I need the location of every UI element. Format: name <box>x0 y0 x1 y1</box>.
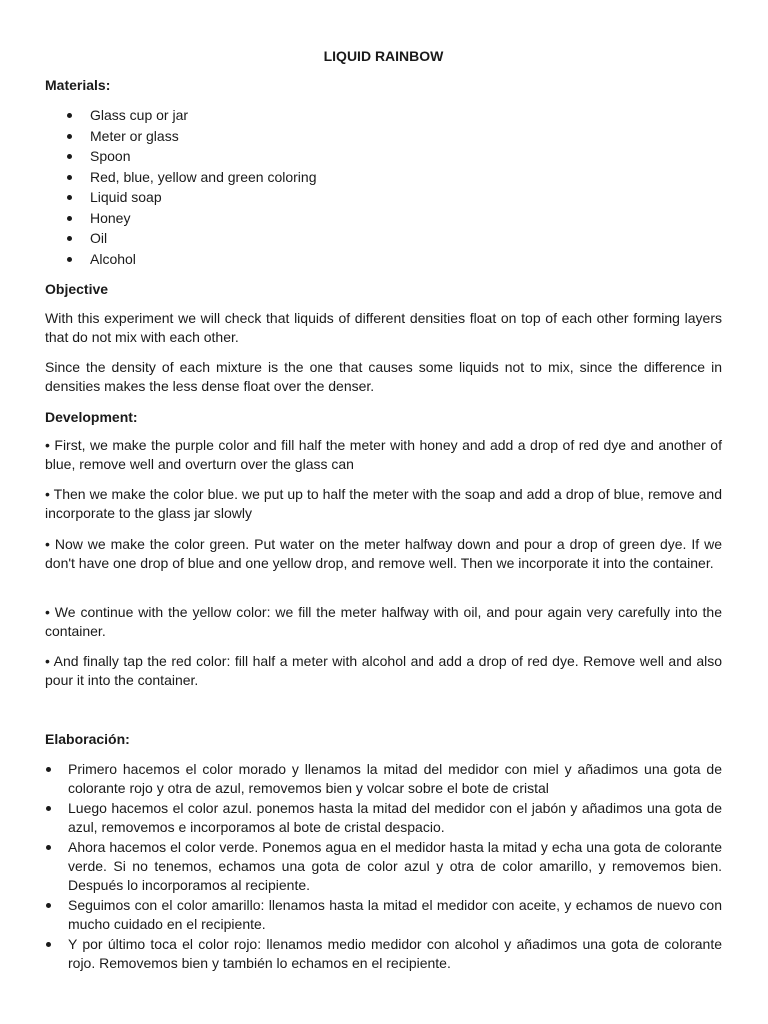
materials-item: Liquid soap <box>45 187 316 208</box>
materials-item: Glass cup or jar <box>45 105 316 126</box>
document-title: LIQUID RAINBOW <box>323 48 444 64</box>
development-step: • And finally tap the red color: fill half a meter with alcohol and add a drop of red dye. Remove well and also pour it into the container. <box>45 653 722 688</box>
development-step: • First, we make the purple color and fill half the meter with honey and add a drop of red dye and another of blue, remove well and overturn over the glass can <box>45 437 722 472</box>
materials-item: Honey <box>45 208 316 229</box>
materials-list <box>45 105 316 269</box>
materials-item: Spoon <box>45 146 316 167</box>
materials-item: Meter or glass <box>45 126 316 147</box>
elaboracion-item: Y por último toca el color rojo: llenamos medio medidor con alcohol y añadimos una gota de colorante rojo. Removemos bien y también lo echamos en el recipiente. <box>45 935 722 973</box>
development-step: • Now we make the color green. Put water on the meter halfway down and pour a drop of green dye. If we don't have one drop of blue and one yellow drop, and remove well. Then we incorporate it into the container. <box>45 536 722 571</box>
objective-paragraph: With this experiment we will check that liquids of different densities float on top of each other forming layers that do not mix with each other. <box>45 310 722 345</box>
elaboracion-item: Luego hacemos el color azul. ponemos hasta la mitad del medidor con el jabón y añadimos una gota de azul, removemos e incorporamos al bote de cristal despacio. <box>45 799 722 837</box>
development-step: • We continue with the yellow color: we fill the meter halfway with oil, and pour again very carefully into the container. <box>45 604 722 639</box>
objective-heading: Objective <box>45 281 109 297</box>
development-step: • Then we make the color blue. we put up to half the meter with the soap and add a drop of blue, remove and incorporate to the glass jar slowly <box>45 486 722 521</box>
elaboracion-item: Primero hacemos el color morado y llenamos la mitad del medidor con miel y añadimos una gota de colorante rojo y otra de azul, removemos bien y volcar sobre el bote de cristal <box>45 760 722 798</box>
materials-item: Oil <box>45 228 316 249</box>
elaboracion-item: Ahora hacemos el color verde. Ponemos agua en el medidor hasta la mitad y echa una gota de colorante verde. Si no tenemos, echamos una gota de color azul y otra de color amarillo, y removemos bien. Después lo incorporamos al recipiente. <box>45 838 722 895</box>
development-heading: Development: <box>45 409 138 425</box>
materials-item: Alcohol <box>45 249 316 270</box>
elaboracion-list <box>45 760 722 974</box>
elaboracion-heading: Elaboración: <box>45 731 130 747</box>
objective-paragraph: Since the density of each mixture is the one that causes some liquids not to mix, since the difference in densities makes the less dense float over the denser. <box>45 359 722 394</box>
materials-item: Red, blue, yellow and green coloring <box>45 167 316 188</box>
elaboracion-item: Seguimos con el color amarillo: llenamos hasta la mitad el medidor con aceite, y echamos de nuevo con mucho cuidado en el recipiente. <box>45 896 722 934</box>
materials-heading: Materials: <box>45 77 111 93</box>
